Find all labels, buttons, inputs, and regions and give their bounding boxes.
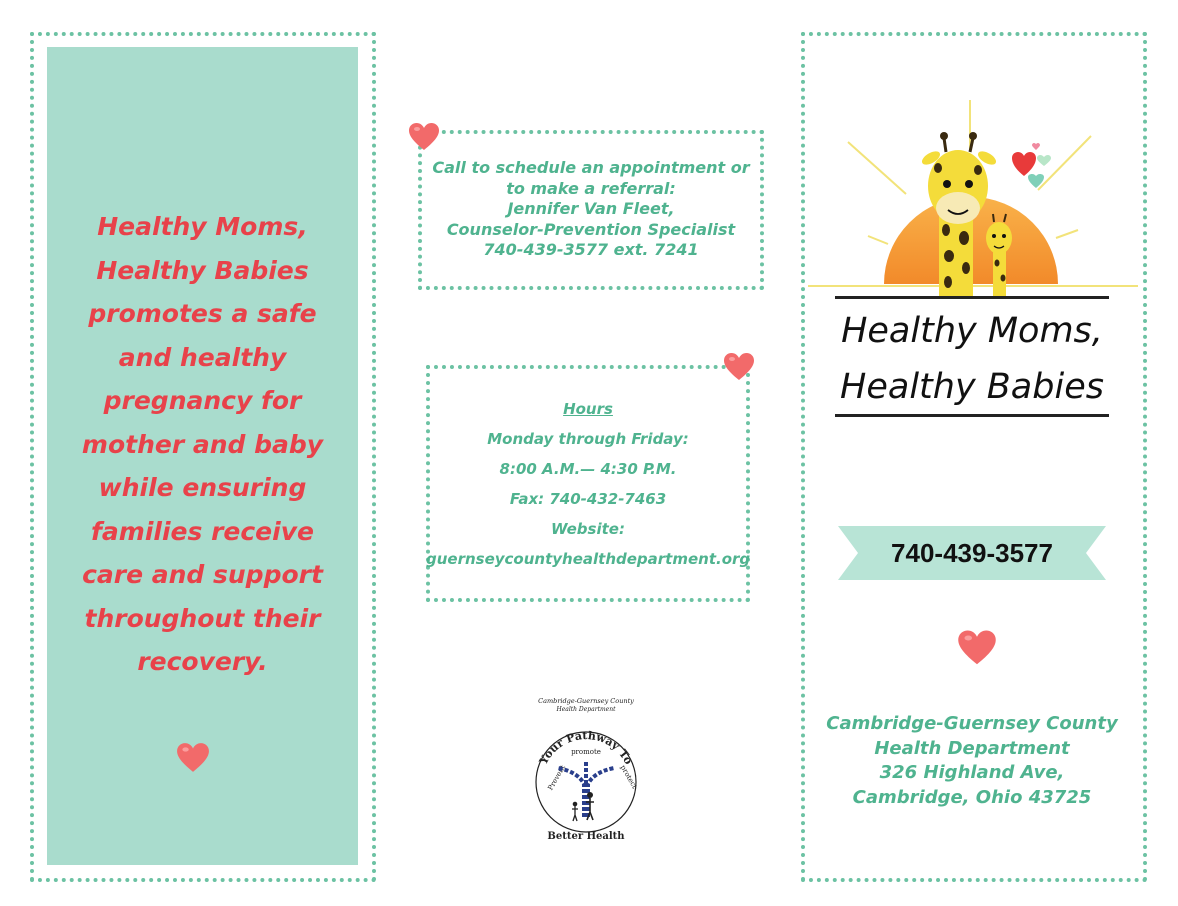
heart-icon — [723, 351, 755, 383]
logo-word-promote: promote — [571, 748, 601, 756]
address-line: Health Department — [874, 737, 1070, 759]
mission-line: mother and baby — [81, 429, 324, 459]
hours-title: Hours — [563, 400, 613, 418]
heart-icon — [408, 121, 440, 153]
contact-line: Counselor-Prevention Specialist — [446, 219, 736, 239]
title-line-1: Healthy Moms, — [841, 311, 1103, 351]
title-rule-top — [835, 296, 1109, 299]
logo-word-prevent: Prevent — [546, 763, 568, 792]
giraffe-illustration — [808, 98, 1138, 300]
title-line-2: Healthy Babies — [840, 367, 1104, 407]
title-rule-bottom — [835, 414, 1109, 417]
contact-line: to make a referral: — [506, 178, 676, 198]
mission-line: while ensuring — [98, 473, 307, 502]
mission-line: and healthy — [118, 342, 287, 372]
heart-icon — [957, 628, 997, 668]
address-block — [810, 712, 1134, 810]
mission-line: families receive — [91, 516, 314, 546]
phone-number[interactable]: 740-439-3577 — [891, 538, 1053, 568]
hours-line: 8:00 A.M.— 4:30 P.M. — [499, 460, 677, 478]
logo-word-protect: protect — [618, 763, 639, 791]
mission-line: pregnancy for — [103, 386, 302, 415]
logo-bottom-text: Better Health — [547, 831, 625, 842]
mission-line: Healthy Babies — [96, 255, 309, 285]
logo-org-line2: Health Department — [556, 706, 616, 713]
mission-line: promotes a safe — [88, 299, 317, 328]
fax-line: Fax: 740-432-7463 — [509, 490, 667, 508]
logo-org-line1: Cambridge-Guernsey County — [538, 697, 634, 705]
hours-line: Monday through Friday: — [487, 430, 689, 448]
address-line: Cambridge-Guernsey County — [826, 713, 1118, 734]
hours-info — [426, 394, 750, 574]
mission-line: care and support — [82, 560, 323, 589]
address-line: 326 Highland Ave, — [879, 762, 1065, 783]
contact-phone[interactable]: 740-439-3577 ext. 7241 — [483, 240, 699, 259]
brochure-title — [830, 303, 1114, 415]
mission-line: recovery. — [137, 647, 268, 676]
mission-line: Healthy Moms, — [97, 212, 308, 241]
contact-line: Jennifer Van Fleet, — [507, 199, 675, 218]
website-link[interactable]: guernseycountyhealthdepartment.org — [426, 550, 751, 568]
address-line: Cambridge, Ohio 43725 — [852, 786, 1092, 808]
mission-line: throughout their — [84, 603, 321, 633]
contact-line: Call to schedule an appointment or — [432, 158, 750, 177]
health-department-logo — [528, 692, 644, 842]
heart-icon — [176, 741, 210, 775]
mission-statement — [47, 205, 358, 684]
logo-arc-text: Your Pathway To — [536, 729, 636, 767]
contact-info — [418, 158, 764, 261]
website-label: Website: — [551, 520, 625, 538]
